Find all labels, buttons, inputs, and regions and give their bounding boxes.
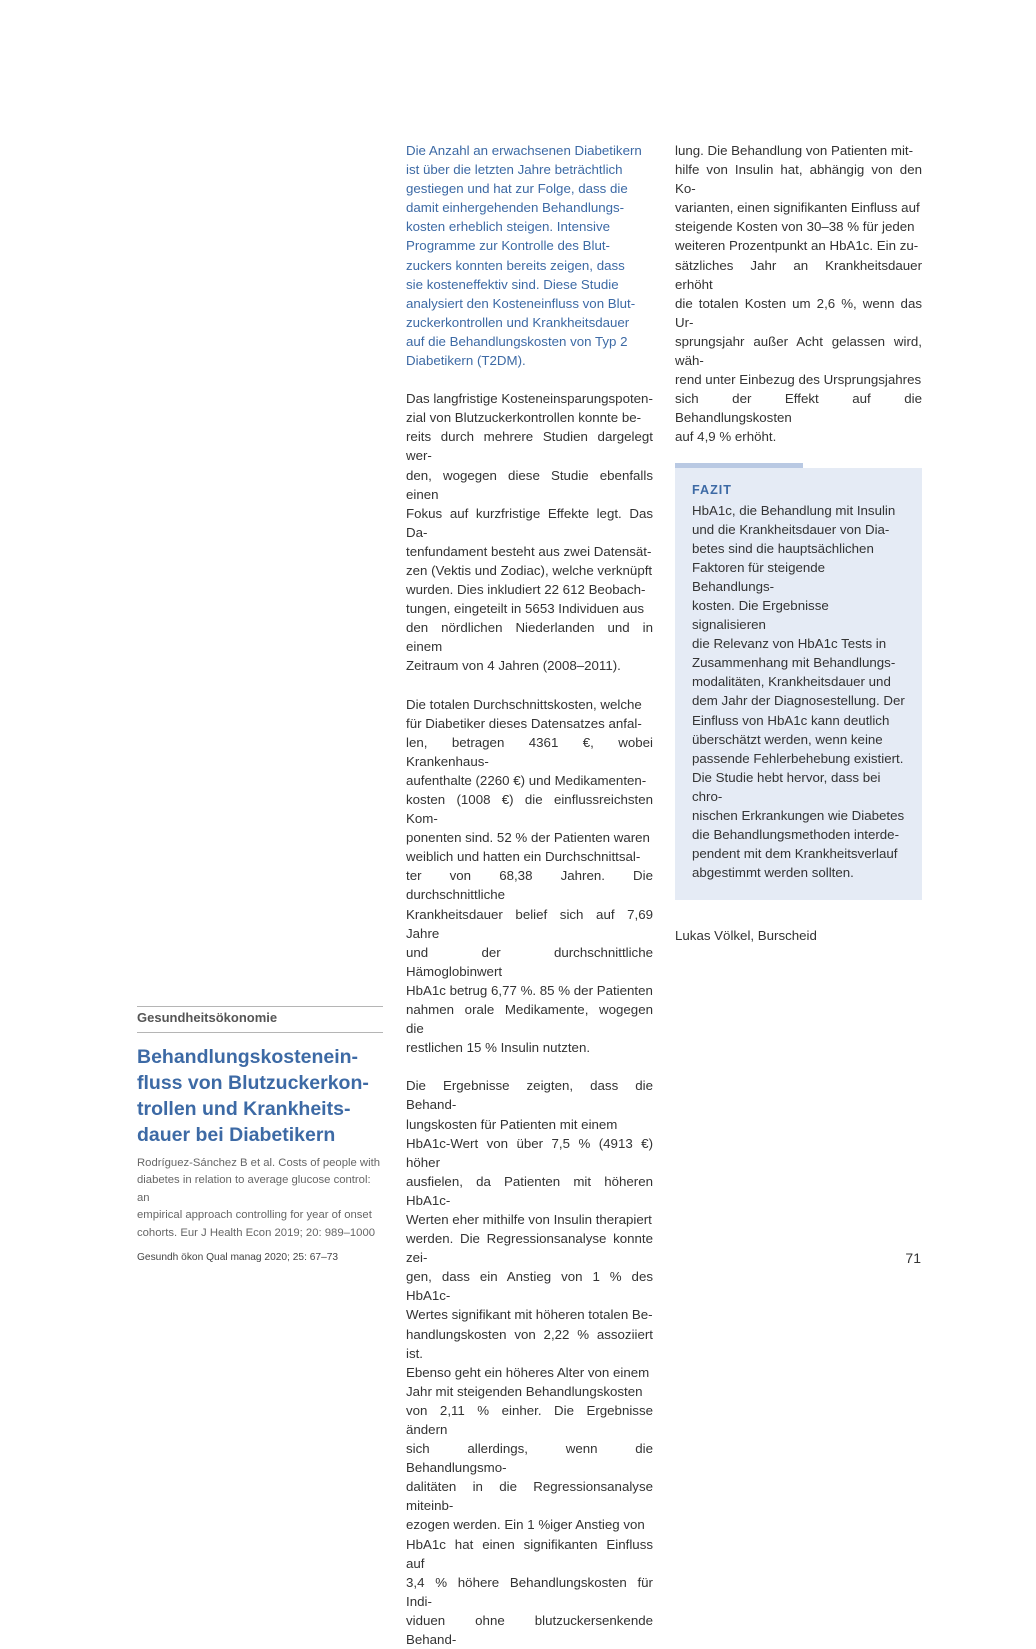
text-line: zial von Blutzuckerkontrollen konnte be-	[406, 410, 642, 426]
text-line: wurden. Dies inkludiert 22 612 Beobach-	[406, 582, 646, 598]
fazit-title: FAZIT	[692, 482, 732, 497]
author: Lukas Völkel, Burscheid	[675, 928, 817, 944]
text-line: ter von 68,38 Jahren. Die durchschnittliche	[406, 868, 653, 903]
rubric-label: Gesundheitsökonomie	[137, 1010, 278, 1025]
text-line: Jahr mit steigenden Behandlungskosten	[406, 1383, 643, 1399]
text-line: sprungsjahr außer Acht gelassen wird, wäh-	[675, 333, 922, 369]
text-line: sich der Effekt auf die Behandlungskosten	[675, 391, 922, 426]
text-line: Zeitraum von 4 Jahren (2008–2011).	[406, 658, 621, 674]
text-line: Das langfristige Kosteneinsparungspoten-	[406, 391, 653, 407]
text-line: steigende Kosten von 30–38 % für jeden	[675, 219, 915, 235]
fazit-box	[675, 468, 922, 901]
text-column-middle	[406, 141, 653, 1649]
text-line: Die Ergebnisse zeigten, dass die Behand-	[406, 1078, 653, 1113]
text-line: die Behandlungsmethoden interde-	[692, 827, 899, 843]
text-line: und der durchschnittliche Hämoglobinwert	[406, 944, 653, 979]
text-line: nischen Erkrankungen wie Diabetes	[692, 808, 905, 823]
text-line: die Relevanz von HbA1c Tests in	[692, 636, 887, 652]
text-line: len, betragen 4361 €, wobei Krankenhaus-	[406, 734, 653, 769]
text-line: auf 4,9 % erhöht.	[675, 429, 777, 445]
text-line: zuckerkontrollen und Krankheitsdauer	[406, 314, 630, 330]
text-line: handlungskosten von 2,22 % assoziiert ist.	[406, 1326, 653, 1361]
page-number: 71	[905, 1250, 921, 1266]
fazit-text	[692, 501, 906, 883]
text-line: analysiert den Kosteneinfluss von Blut-	[406, 295, 636, 311]
text-column-right	[675, 141, 922, 945]
text-line: dem Jahr der Diagnosestellung. Der	[692, 693, 905, 709]
text-line: HbA1c betrug 6,77 %. 85 % der Patienten	[406, 982, 653, 998]
footer-journal-reference: Gesundh ökon Qual manag 2020; 25: 67–73	[137, 1252, 339, 1263]
text-line: gestiegen und hat zur Folge, dass die	[406, 181, 628, 197]
text-line: aufenthalte (2260 €) und Medikamenten-	[406, 772, 647, 788]
text-line: empirical approach controlling for year of onset	[137, 1209, 372, 1222]
text-line: zen (Vektis und Zodiac), welche verknüpft	[406, 562, 653, 578]
text-line: varianten, einen signifikanten Einfluss auf	[675, 200, 920, 216]
text-line: Einfluss von HbA1c kann deutlich	[692, 712, 890, 728]
text-line: HbA1c, die Behandlung mit Insulin	[692, 502, 896, 518]
text-line: Ebenso geht ein höheres Alter von einem	[406, 1364, 650, 1380]
text-line: ezogen werden. Ein 1 %iger Anstieg von	[406, 1517, 645, 1533]
text-line: Diabetikern (T2DM).	[406, 353, 526, 369]
text-line: cohorts. Eur J Health Econ 2019; 20: 989–1000	[137, 1226, 376, 1239]
text-line: weiteren Prozentpunkt an HbA1c. Ein zu-	[675, 238, 919, 254]
text-line: passende Fehlerbehebung existiert.	[692, 750, 904, 766]
body-paragraph-3	[406, 1076, 653, 1649]
text-line: lung. Die Behandlung von Patienten mit-	[675, 143, 914, 158]
text-line: HbA1c hat einen signifikanten Einfluss auf	[406, 1536, 653, 1571]
text-line: Krankheitsdauer belief sich auf 7,69 Jahre	[406, 906, 653, 941]
text-line: werden. Die Regressionsanalyse konnte zei-	[406, 1231, 653, 1266]
text-line: HbA1c-Wert von über 7,5 % (4913 €) höher	[406, 1135, 653, 1170]
text-line: modalitäten, Krankheitsdauer und	[692, 674, 891, 690]
text-line: sie kosteneffektiv sind. Diese Studie	[406, 276, 619, 292]
text-line: den, wogegen diese Studie ebenfalls einen	[406, 467, 653, 502]
text-line: Wertes signifikant mit höheren totalen Be-	[406, 1307, 653, 1323]
text-line: für Diabetiker dieses Datensatzes anfal-	[406, 715, 642, 731]
text-line: ist über die letzten Jahre beträchtlich	[406, 162, 623, 178]
text-line: reits durch mehrere Studien dargelegt wer-	[406, 429, 653, 464]
text-line: ponenten sind. 52 % der Patienten waren	[406, 830, 650, 846]
text-line: Faktoren für steigende Behandlungs-	[692, 559, 826, 594]
text-line: sätzliches Jahr an Krankheitsdauer erhöht	[675, 257, 922, 292]
text-line: pendent mit dem Krankheitsverlauf	[692, 846, 898, 862]
text-line: sich allerdings, wenn die Behandlungsmo-	[406, 1441, 653, 1476]
text-line: fluss von Blutzuckerkon-	[137, 1072, 369, 1094]
text-line: betes sind die hauptsächlichen	[692, 540, 874, 556]
text-line: Die totalen Durchschnittskosten, welche	[406, 696, 642, 712]
text-line: Die Studie hebt hervor, dass bei chro-	[692, 769, 881, 804]
text-line: Die Anzahl an erwachsenen Diabetikern	[406, 143, 642, 158]
rubric-rule-bottom	[137, 1032, 383, 1033]
text-line: kosten. Die Ergebnisse signalisieren	[692, 597, 829, 633]
text-line: tungen, eingeteilt in 5653 Individuen aus	[406, 601, 645, 617]
text-line: Zusammenhang mit Behandlungs-	[692, 655, 896, 671]
text-line: weiblich und hatten ein Durchschnittsal-	[406, 849, 641, 865]
text-line: hilfe von Insulin hat, abhängig von den Ko-	[675, 162, 922, 197]
text-line: trollen und Krankheits-	[137, 1098, 351, 1120]
text-line: viduen ohne blutzuckersenkende Behand-	[406, 1612, 653, 1648]
text-line: 3,4 % höhere Behandlungskosten für Indi-	[406, 1574, 653, 1609]
rubric-rule-top	[137, 1006, 383, 1007]
body-paragraph-4	[675, 141, 922, 447]
text-line: damit einhergehenden Behandlungs-	[406, 200, 625, 216]
text-line: auf die Behandlungskosten von Typ 2	[406, 333, 628, 349]
article-title	[137, 1044, 387, 1148]
text-line: restlichen 15 % Insulin nutzten.	[406, 1040, 591, 1056]
citation	[137, 1155, 385, 1242]
text-line: dauer bei Diabetikern	[137, 1124, 336, 1146]
text-line: von 2,11 % einher. Die Ergebnisse ändern	[406, 1402, 653, 1437]
text-line: lungskosten für Patienten mit einem	[406, 1116, 618, 1132]
text-line: dalitäten in die Regressionsanalyse miteinb-	[406, 1479, 653, 1514]
text-line: die totalen Kosten um 2,6 %, wenn das Ur-	[675, 295, 922, 330]
text-line: den nördlichen Niederlanden und in einem	[406, 620, 653, 655]
text-line: Behandlungskostenein-	[137, 1046, 359, 1068]
text-line: Werten eher mithilfe von Insulin therapiert	[406, 1211, 652, 1227]
text-line: Rodríguez-Sánchez B et al. Costs of people with	[137, 1157, 381, 1169]
text-line: zuckers konnten bereits zeigen, dass	[406, 257, 625, 273]
text-line: gen, dass ein Anstieg von 1 % des HbA1c-	[406, 1269, 653, 1304]
lead-paragraph	[406, 141, 653, 370]
text-line: diabetes in relation to average glucose control: an	[137, 1174, 371, 1204]
text-line: nahmen orale Medikamente, wogegen die	[406, 1002, 653, 1037]
text-line: Fokus auf kurzfristige Effekte legt. Das Da-	[406, 505, 653, 540]
body-paragraph-2	[406, 695, 653, 1058]
text-line: tenfundament besteht aus zwei Datensät-	[406, 543, 652, 559]
body-paragraph-1	[406, 389, 653, 675]
text-line: ausfielen, da Patienten mit höheren HbA1c-	[406, 1173, 653, 1208]
text-line: und die Krankheitsdauer von Dia-	[692, 521, 890, 537]
text-line: rend unter Einbezug des Ursprungsjahres	[675, 372, 922, 388]
text-line: kosten erheblich steigen. Intensive	[406, 219, 611, 235]
text-line: abgestimmt werden sollten.	[692, 865, 854, 881]
text-line: Programme zur Kontrolle des Blut-	[406, 238, 610, 254]
text-line: überschätzt werden, wenn keine	[692, 731, 883, 747]
text-line: kosten (1008 €) die einflussreichsten Kom-	[406, 792, 653, 827]
